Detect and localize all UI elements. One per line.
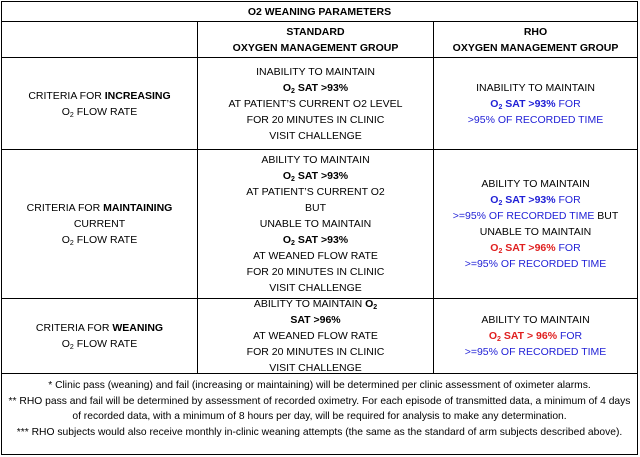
footnote-2: ** RHO pass and fail will be determined by assessment of recorded oximetry. For each episode of transmitted data, a minimum of 4 days	[8, 395, 631, 407]
rho-maintaining: ABILITY TO MAINTAIN $O_2$ SAT >93% FOR >=95% OF RECORDED TIME BUT UNABLE TO MAINTAIN $O_2$ SAT >96% FOR >=95% OF RECORDED TIME	[452, 178, 619, 270]
standard-increasing: INABILITY TO MAINTAIN $O_2$ SAT >93% AT PATIENT’S CURRENT O2 LEVEL FOR 20 MINUTES IN CLINIC VISIT CHALLENGE	[198, 58, 434, 149]
standard-maintaining: ABILITY TO MAINTAIN $O_2$ SAT >93% AT PATIENT’S CURRENT O2 BUT UNABLE TO MAINTAIN $O_2$ SAT >93% AT WEANED FLOW RATE FOR 20 MINUTES IN CLINIC VISIT CHALLENGE	[198, 150, 434, 298]
row-maintaining	[2, 150, 637, 299]
weaning-parameters-table	[1, 1, 638, 455]
row-weaning	[2, 299, 637, 374]
footnote-3: *** RHO subjects would also receive monthly in-clinic weaning attempts (the same as the standard of arm subjects described above).	[16, 426, 623, 438]
rho-increasing: INABILITY TO MAINTAIN $O_2$ SAT >93% FOR >95% OF RECORDED TIME	[467, 81, 604, 126]
title-row	[2, 2, 637, 22]
header-rho: RHO OXYGEN MANAGEMENT GROUP	[452, 25, 619, 54]
criteria-increasing: CRITERIA FOR INCREASING $O_2$ FLOW RATE	[2, 58, 198, 149]
criteria-maintaining: CRITERIA FOR MAINTAINING CURRENT $O_2$ FLOW RATE	[2, 150, 198, 298]
table-title: O2 WEANING PARAMETERS	[247, 5, 392, 18]
standard-weaning: ABILITY TO MAINTAIN $O_2$ SAT >96% AT WEANED FLOW RATE FOR 20 MINUTES IN CLINIC VISIT CHALLENGE	[198, 299, 434, 373]
rho-weaning: ABILITY TO MAINTAIN $O_2$ SAT > 96% FOR >=95% OF RECORDED TIME	[464, 314, 607, 358]
header-standard: STANDARD OXYGEN MANAGEMENT GROUP	[198, 22, 434, 57]
criteria-weaning: CRITERIA FOR WEANING $O_2$ FLOW RATE	[2, 299, 198, 373]
footnote-2-cont: of recorded data, with a minimum of 8 hours per day, will be required for analysis to make any determination.	[72, 411, 567, 422]
header-empty-cell	[2, 22, 198, 57]
header-row	[2, 22, 637, 58]
footnote-1: * Clinic pass (weaning) and fail (increasing or maintaining) will be determined per clinic assessment of oximeter alarms.	[48, 380, 591, 391]
row-increasing	[2, 58, 637, 150]
footnotes	[2, 374, 637, 440]
